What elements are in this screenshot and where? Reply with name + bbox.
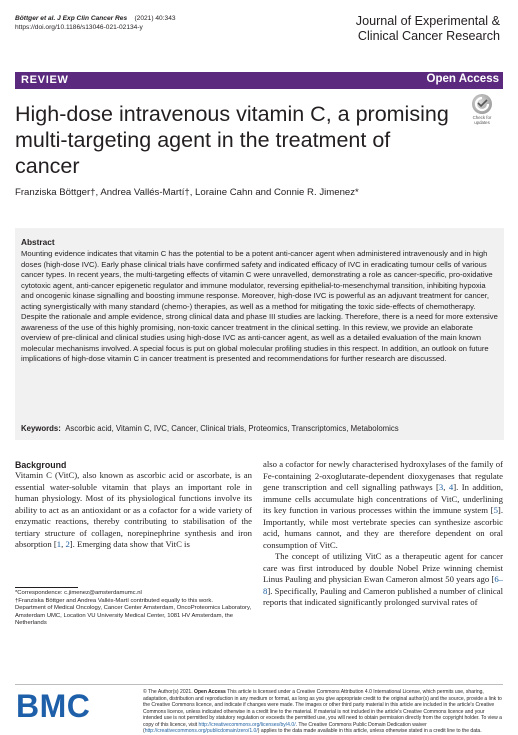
article-type-label: REVIEW (21, 74, 69, 86)
license-body: ) applies to the data made available in this article, unless otherwise stated in a credit line to the data. (257, 728, 482, 735)
license-author: © The Author(s) 2021. (143, 689, 195, 695)
reference-link[interactable]: 2 (65, 539, 70, 550)
license-body: . The Creative Commons Public Domain Dedication waiver ( (143, 721, 427, 735)
footnote-divider (15, 587, 78, 588)
body-column-2 (263, 459, 503, 609)
citation-header (15, 15, 176, 33)
affiliation-note: Department of Medical Oncology, Cancer Center Amsterdam, OncoProteomics Laboratory, Amsterdam UMC, Location VU University Medical Center, 1081 HV Amsterdam, the Netherlands (15, 605, 252, 627)
reference-link[interactable]: 5 (493, 505, 498, 516)
reference-link[interactable]: 1 (56, 539, 62, 550)
keywords-line (21, 424, 498, 433)
abstract-heading: Abstract (21, 237, 55, 247)
body-text: Vitamin C (VitC), also known as ascorbic acid or ascorbate, is an essential water-soluble vitamin that plays an important role in human physiology. Most of its physiological functions involve its ability to act as an antioxidant or as a cofactor for a wide variety of enzymatic reactions, thereby contributing to stabilisation of the tertiary structure of collagen, norepinephrine synthesis and iron absorption [ (15, 470, 252, 550)
background-heading: Background (15, 460, 67, 470)
body-text: ]. In addition, immune cells accumulate high concentrations of VitC, underlining its key function in various processes within the immune system [ (263, 482, 503, 516)
author-list: Franziska Böttger†, Andrea Vallés-Martí†, Loraine Cahn and Connie R. Jimenez* (15, 187, 359, 198)
body-text: , (443, 482, 449, 493)
body-text: ]. Specifically, Pauling and Cameron published a number of clinical reports that indicated significantly prolonged survival rates of (263, 585, 503, 608)
body-text: , (61, 539, 66, 550)
body-text: ]. Emerging data show that VitC is (69, 539, 190, 550)
license-body: This article is licensed under a Creative Commons Attribution 4.0 International License, which permits use, sharing, adaptation, distribution and reproduction in any medium or format, as long as you give appropriate credit to the original author(s) and the source, provide a link to the Creative Commons licence, and indicate if changes were made. The images or other third party material in this article are included in the article's Creative Commons licence, unless indicated otherwise in a credit line to the material. If material is not included in the article's Creative Commons licence and your intended use is not permitted by statutory regulation or exceeds the permitted use, you will need to obtain permission directly from the copyright holder. To view a copy of this licence, visit (143, 689, 502, 728)
body-paragraph (263, 551, 503, 609)
check-for-updates-button[interactable] (466, 94, 498, 125)
article-title: High-dose intravenous vitamin C, a promising multi-targeting agent in the treatment of cancer (15, 102, 449, 178)
reference-link[interactable]: 4 (448, 482, 454, 493)
doi-link[interactable]: https://doi.org/10.1186/s13046-021-02134-y (15, 23, 143, 31)
check-updates-line2: updates (474, 120, 490, 125)
equal-contribution-note: †Franziska Böttger and Andrea Vallés-Martí contributed equally to this work. (15, 597, 213, 604)
citation-journal: Böttger et al. J Exp Clin Cancer Res (15, 15, 128, 22)
correspondence-note: *Correspondence: c.jimenez@amsterdamumc.nl (15, 590, 142, 596)
body-text: also a cofactor for newly characterised hydroxylases of the family of Fe-containing 2-oxoglutarate-dependent dioxygenases that regulate gene transcription and cell signalling pathways [ (263, 459, 503, 493)
reference-link[interactable]: 3 (438, 482, 444, 493)
body-paragraph (263, 459, 503, 551)
check-updates-icon (472, 94, 492, 114)
keywords-text: Ascorbic acid, Vitamin C, IVC, Cancer, Clinical trials, Proteomics, Transcriptomics, Metabolomics (65, 424, 399, 433)
journal-name: Journal of Experimental & Clinical Cancer Research (355, 14, 500, 43)
body-column-1 (15, 470, 252, 551)
footnotes (15, 590, 255, 628)
bmc-logo: BMC (16, 688, 91, 724)
open-access-label: Open Access (426, 73, 499, 85)
public-domain-link[interactable]: http://creativecommons.org/publicdomain/zero/1.0/ (144, 728, 258, 735)
license-open-access: Open Access (194, 689, 226, 695)
body-text: The concept of utilizing VitC as a therapeutic agent for cancer care was first introduced by double Nobel Prize winning chemist Linus Pauling and physician Ewan Cameron almost 50 years ago [ (263, 551, 503, 585)
abstract-text: Mounting evidence indicates that vitamin C has the potential to be a potent anti-cancer agent when administered intravenously and in high doses (high-dose IVC). Early phase clinical trials have confirmed safety and indicated efficacy of IVC in eradicating tumour cells of various cancer types. In recent years, the multi-targeting effects of vitamin C were unravelled, demonstrating a role as cancer-specific, pro-oxidative cytotoxic agent, anti-cancer epigenetic regulator and immune modulator, reversing epithelial-to-mesenchymal transition, inhibiting hypoxia and oncogenic kinase signalling and boosting immune response. Moreover, high-dose IVC is powerful as an adjuvant treatment for cancer, acting synergistically with many standard (chemo-) therapies, as well as a method for mitigating the toxic side-effects of chemotherapy. Despite the rationale and ample evidence, strong clinical data and phase III studies are lacking. Therefore, there is a need for more extensive awareness of the use of this highly promising, non-toxic cancer treatment in the clinical setting. In this review, we provide an elaborate overview of pre-clinical and clinical studies using high-dose IVC as anti-cancer agent, as well as a detailed evaluation of the main known molecular mechanisms involved. A special focus is put on global molecular profiling studies in this respect. In addition, an outlook on future implications of high-dose vitamin C in cancer treatment is presented and recommendations for further research are discussed. (21, 249, 498, 364)
citation-volume: (2021) 40:343 (134, 15, 176, 22)
body-text: ]. Importantly, while most vertebrate species can synthesize ascorbic acid, humans cannot, and they are therefore dependent on oral consumption of VitC. (263, 505, 503, 550)
footer-divider (15, 684, 503, 685)
check-updates-line1: Check for (472, 115, 492, 120)
keywords-label: Keywords: (21, 424, 61, 433)
license-link[interactable]: http://creativecommons.org/licenses/by/4.0/ (198, 721, 296, 728)
reference-link[interactable]: 6–8 (263, 574, 503, 596)
